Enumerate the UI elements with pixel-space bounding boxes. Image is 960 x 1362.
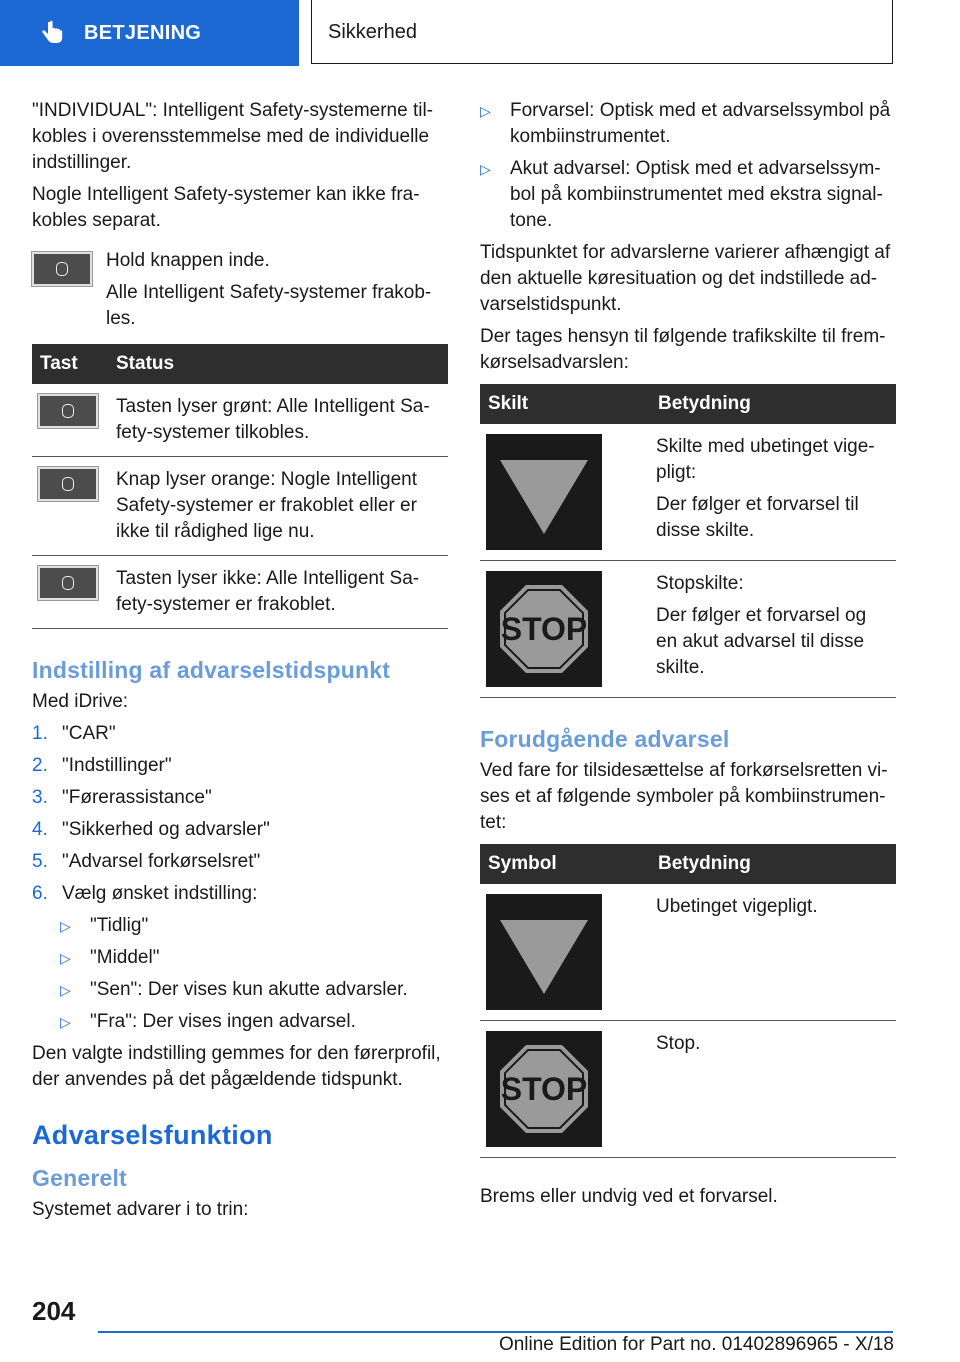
safety-button-icon	[38, 467, 98, 501]
list-item: 5. "Advarsel forkørselsret"	[32, 851, 261, 872]
prior-warning-text: Ved fare for tilsidesættelse af forkørselsretten vi-ses et af følgende symboler på kombiinstrumen-tet:	[480, 760, 888, 833]
button-status-table	[32, 344, 448, 629]
list-item: ▷ Akut advarsel: Optisk med et advarselssym-bol på kombiinstrumentet med ekstra signal-tone.	[480, 158, 883, 231]
general-subheading: Generelt	[32, 1165, 127, 1191]
triangle-bullet-icon: ▷	[60, 918, 71, 934]
page-section-title: Sikkerhed	[311, 0, 893, 64]
symbol-meaning: Stop.	[650, 1021, 896, 1158]
table-header-meaning: Betydning	[650, 384, 896, 424]
symbol-meaning: Ubetinget vigepligt.	[650, 884, 896, 1021]
setting-options	[60, 913, 448, 1035]
hold-line-1: Hold knappen inde.	[106, 250, 270, 271]
stop-sign-icon	[486, 1031, 602, 1147]
traffic-signs-table	[480, 384, 896, 698]
sign-meaning-note: Der følger et forvarsel til disse skilte.	[656, 494, 859, 541]
brake-advice: Brems eller undvig ved et forvarsel.	[480, 1186, 778, 1207]
section-tab-label: BETJENING	[84, 22, 202, 44]
sign-meaning-note: Der følger et forvarsel og en akut advarsel til disse skilte.	[656, 605, 867, 678]
sign-meaning: Stopskilte:	[656, 573, 744, 594]
sign-meaning: Skilte med ubetinget vige-pligt:	[656, 436, 875, 483]
table-header-status: Status	[108, 344, 448, 384]
warning-function-heading: Advarselsfunktion	[32, 1120, 273, 1150]
yield-sign-icon	[486, 434, 602, 550]
svg-text:STOP: STOP	[500, 1071, 588, 1107]
triangle-bullet-icon: ▷	[60, 950, 71, 966]
table-header-symbol: Symbol	[480, 844, 650, 884]
table-row	[32, 457, 448, 556]
list-item: 1. "CAR"	[32, 723, 116, 744]
triangle-bullet-icon: ▷	[60, 1014, 71, 1030]
table-row	[480, 561, 896, 698]
yield-sign-icon	[486, 894, 602, 1010]
right-column	[480, 98, 896, 1216]
table-row	[32, 556, 448, 629]
status-text: Tasten lyser ikke: Alle Intelligent Sa-fety-systemer er frakoblet.	[108, 556, 448, 629]
timing-paragraph: Tidspunktet for advarslerne varierer afhængigt af den aktuelle køresituation og det indstillede ad-varselstidspunkt.	[480, 242, 891, 315]
signs-intro: Der tages hensyn til følgende trafikskilte til frem-kørselsadvarslen:	[480, 326, 886, 373]
warning-stages	[480, 98, 896, 234]
triangle-bullet-icon: ▷	[480, 161, 491, 177]
idrive-intro: Med iDrive:	[32, 691, 129, 712]
list-item: ▷ "Fra": Der vises ingen advarsel.	[60, 1009, 448, 1035]
intro-paragraph-1: "INDIVIDUAL": Intelligent Safety-systemerne til-kobles i overensstemmelse med de individuelle indstillinger.	[32, 100, 434, 173]
status-text: Knap lyser orange: Nogle Intelligent Safety-systemer er frakoblet eller er ikke til rådighed lige nu.	[108, 457, 448, 556]
table-row	[32, 384, 448, 457]
list-item: ▷ Forvarsel: Optisk med et advarselssymbol på kombiinstrumentet.	[480, 100, 891, 147]
hand-icon	[38, 19, 66, 47]
symbols-table	[480, 844, 896, 1158]
table-row	[480, 424, 896, 561]
safety-button-icon	[32, 252, 92, 286]
list-item: ▷ "Sen": Der vises kun akutte advarsler.	[60, 977, 448, 1003]
table-header-meaning: Betydning	[650, 844, 896, 884]
list-item: 4. "Sikkerhed og advarsler"	[32, 819, 270, 840]
list-item: ▷ "Middel"	[60, 945, 448, 971]
stop-sign-icon	[486, 571, 602, 687]
list-item: 3. "Førerassistance"	[32, 787, 212, 808]
two-stage-intro: Systemet advarer i to trin:	[32, 1199, 249, 1220]
list-item: 6. Vælg ønsket indstilling:	[32, 883, 258, 904]
triangle-bullet-icon: ▷	[480, 103, 491, 119]
table-header-sign: Skilt	[480, 384, 650, 424]
intro-paragraph-2: Nogle Intelligent Safety-systemer kan ikke fra-kobles separat.	[32, 184, 420, 231]
idrive-steps	[32, 721, 448, 907]
setting-saved-note: Den valgte indstilling gemmes for den førerprofil, der anvendes på det pågældende tidspunkt.	[32, 1043, 441, 1090]
prior-warning-heading: Forudgående advarsel	[480, 726, 730, 752]
hold-line-2: Alle Intelligent Safety-systemer frakob-les.	[106, 282, 432, 329]
table-header-key: Tast	[32, 344, 108, 384]
warning-time-heading: Indstilling af advarselstidspunkt	[32, 657, 391, 683]
section-tab[interactable]	[0, 0, 299, 66]
left-column	[32, 98, 448, 1229]
safety-button-icon	[38, 566, 98, 600]
page-number: 204	[32, 1296, 76, 1326]
table-row	[480, 884, 896, 1021]
hold-button-instruction	[32, 248, 448, 332]
status-text: Tasten lyser grønt: Alle Intelligent Sa-fety-systemer tilkobles.	[108, 384, 448, 457]
svg-text:STOP: STOP	[500, 611, 588, 647]
triangle-bullet-icon: ▷	[60, 982, 71, 998]
safety-button-icon	[38, 394, 98, 428]
table-row	[480, 1021, 896, 1158]
list-item: 2. "Indstillinger"	[32, 755, 172, 776]
edition-footer: Online Edition for Part no. 01402896965 - X/18	[498, 1334, 894, 1355]
list-item: ▷ "Tidlig"	[60, 913, 448, 939]
